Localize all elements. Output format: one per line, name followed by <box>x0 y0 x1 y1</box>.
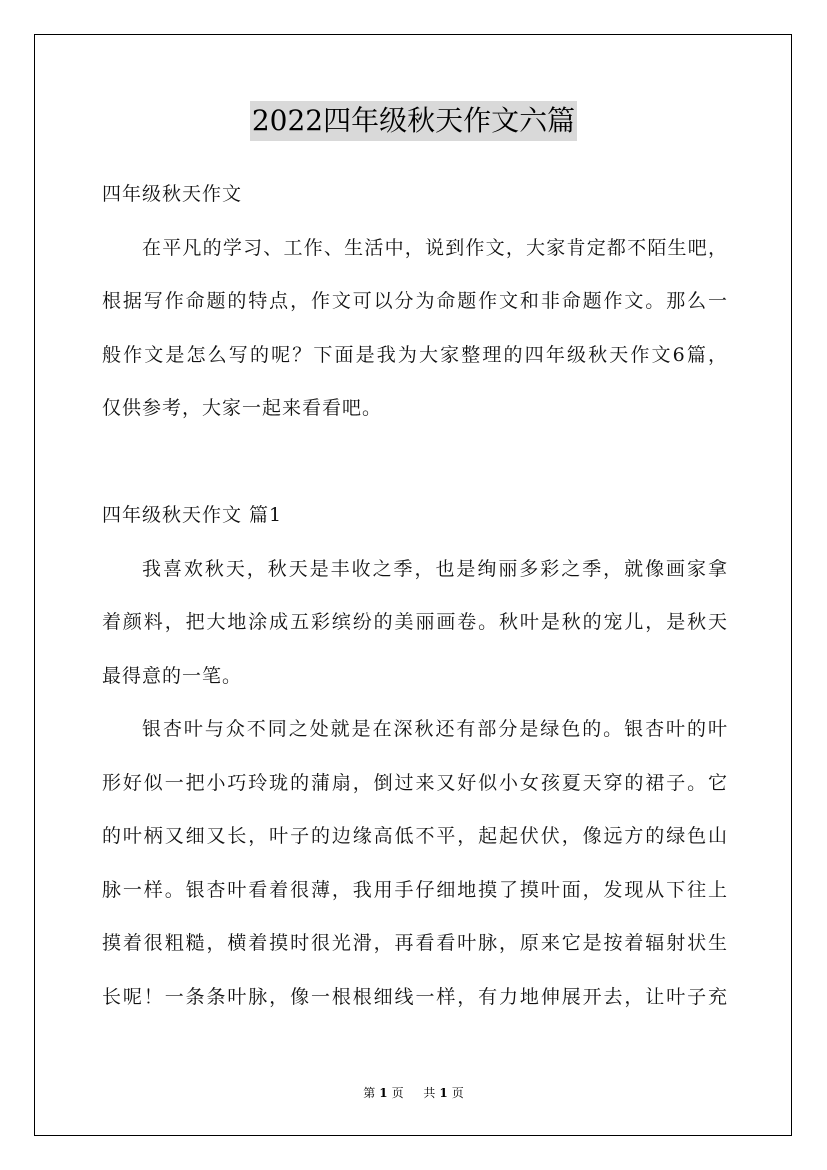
paragraph-line: 般作文是怎么写的呢？下面是我为大家整理的四年级秋天作文6篇， <box>102 343 728 366</box>
paragraph-line: 我喜欢秋天，秋天是丰收之季，也是绚丽多彩之季，就像画家拿 <box>142 557 728 580</box>
paragraph-line: 在平凡的学习、工作、生活中，说到作文，大家肯定都不陌生吧， <box>142 236 728 259</box>
total-number: 1 <box>439 1086 448 1100</box>
paragraph-line: 仅供参考，大家一起来看看吧。 <box>102 397 383 419</box>
paragraph-line: 最得意的一笔。 <box>102 664 243 687</box>
paragraph-line: 根据写作命题的特点，作文可以分为命题作文和非命题作文。那么一 <box>102 290 728 312</box>
total-suffix: 页 <box>451 1086 464 1100</box>
page-suffix: 页 <box>391 1086 404 1100</box>
paragraph-line: 摸着很粗糙，横着摸时很光滑，再看看叶脉，原来它是按着辐射状生 <box>102 932 728 954</box>
section-heading: 四年级秋天作文 <box>102 183 243 205</box>
section-heading: 四年级秋天作文 篇1 <box>102 504 283 526</box>
document-body <box>102 172 728 1028</box>
document-title: 2022四年级秋天作文六篇 <box>250 101 577 141</box>
page-number: 1 <box>379 1086 388 1100</box>
paragraph-line: 的叶柄又细又长，叶子的边缘高低不平，起起伏伏，像远方的绿色山 <box>102 825 728 847</box>
blank-line <box>102 440 728 494</box>
page-indicator <box>359 1086 407 1100</box>
page-footer <box>0 1084 827 1101</box>
paragraph-line: 形好似一把小巧玲珑的蒲扇，倒过来又好似小女孩夏天穿的裙子。它 <box>102 771 728 794</box>
title-container <box>0 101 827 141</box>
paragraph-line: 长呢！一条条叶脉，像一根根细线一样，有力地伸展开去，让叶子充 <box>102 985 728 1008</box>
total-prefix: 共 <box>423 1086 436 1100</box>
paragraph-line: 银杏叶与众不同之处就是在深秋还有部分是绿色的。银杏叶的叶 <box>142 718 728 740</box>
paragraph-line: 着颜料，把大地涂成五彩缤纷的美丽画卷。秋叶是秋的宠儿，是秋天 <box>102 611 728 633</box>
page-prefix: 第 <box>363 1086 376 1100</box>
total-indicator <box>419 1086 467 1100</box>
paragraph-line: 脉一样。银杏叶看着很薄，我用手仔细地摸了摸叶面，发现从下往上 <box>102 878 728 901</box>
